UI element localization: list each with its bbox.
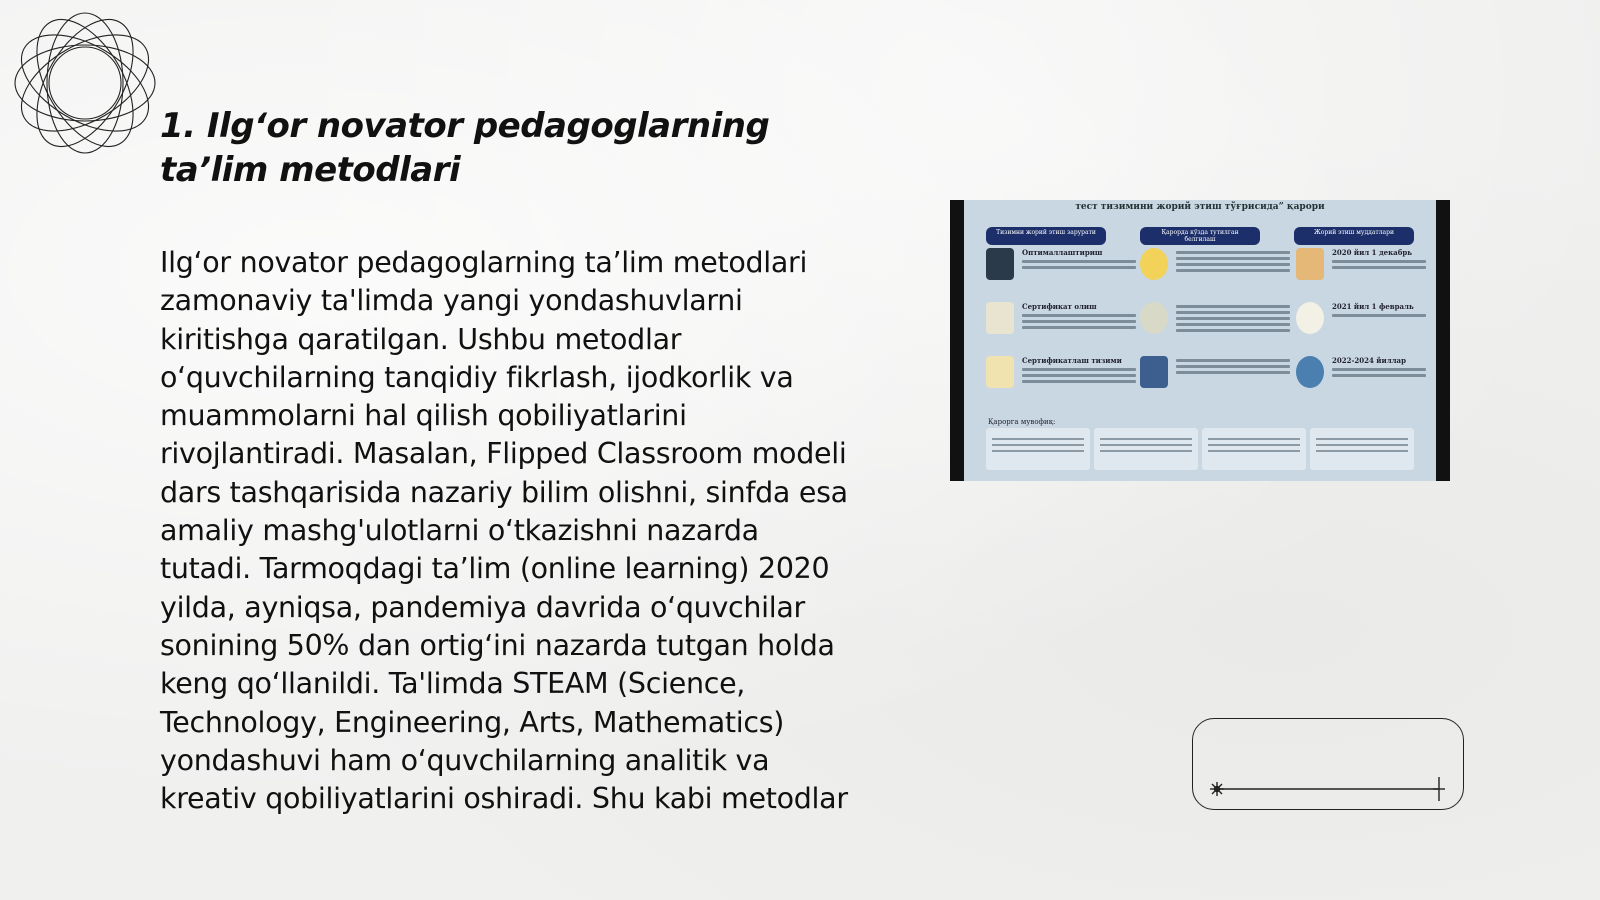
timeline-line xyxy=(1193,719,1465,811)
infographic-item-heading: Оптималлаштириш xyxy=(1022,248,1103,257)
infographic-item-heading: 2021 йил 1 февраль xyxy=(1332,302,1414,311)
infographic-item-heading: Сертификатлаш тизими xyxy=(1022,356,1122,365)
lightbulb-icon xyxy=(1140,248,1168,280)
infographic-left-column xyxy=(986,248,1136,410)
infographic-footer-label: Қарорга мувофиқ: xyxy=(988,418,1056,426)
infographic-tab: Жорий этиш муддатлари xyxy=(1294,227,1414,245)
infographic-middle-column xyxy=(1140,248,1290,410)
infographic-cards xyxy=(986,428,1414,470)
infographic-panel xyxy=(964,200,1436,481)
decorative-timeline-frame xyxy=(1192,718,1464,810)
infographic-item-heading: Сертификат олиш xyxy=(1022,302,1097,311)
infographic-card xyxy=(1202,428,1306,470)
infographic-card xyxy=(1094,428,1198,470)
infographic-item-heading: 2020 йил 1 декабрь xyxy=(1332,248,1413,257)
globe-icon xyxy=(1296,356,1324,388)
building-icon xyxy=(1140,356,1168,388)
graduate-icon xyxy=(986,248,1014,280)
infographic-right-column xyxy=(1296,248,1426,410)
flask-icon xyxy=(1296,302,1324,334)
slide-body-text: Ilg‘or novator pedagoglarning ta’lim metodlari zamonaviy ta'limda yangi yondashuvlarni kiritishga qaratilgan. Ushbu metodlar o‘quvchilarning tanqidiy fikrlash, ijodkorlik va muammolarni hal qilish qobiliyatlarini rivojlantiradi. Masalan, Flipped Classroom modeli dars tashqarisida nazariy bilim olishni, sinfda esa amaliy mashg'ulotlarni o‘tkazishni nazarda tutadi. Tarmoqdagi ta’lim (online learning) 2020 yilda, ayniqsa, pandemiya davrida o‘quvchilar sonining 50% dan ortig‘ini nazarda tutgan holda keng qo‘llanildi. Ta'limda STEAM (Science, Technology, Engineering, Arts, Mathematics) yondashuvi ham o‘quvchilarning analitik va kreativ qobiliyatlarini oshiradi. Shu kabi metodlar xyxy=(160,246,848,816)
infographic-item-heading: 2022-2024 йиллар xyxy=(1332,356,1406,365)
infographic-tabs xyxy=(986,227,1414,245)
document-icon xyxy=(986,356,1014,388)
handshake-icon xyxy=(1140,302,1168,334)
slide-title: 1. Ilg‘or novator pedagoglarning ta’lim metodlari xyxy=(160,106,770,190)
certificate-icon xyxy=(986,302,1014,334)
infographic-card xyxy=(1310,428,1414,470)
infographic-title: тест тизимини жорий этиш тўғрисида” қарори xyxy=(1075,202,1325,212)
infographic-tab: Қарорда кўзда тутилган белгилаш xyxy=(1140,227,1260,245)
orbital-rings-icon xyxy=(10,8,160,158)
sun-burst-icon xyxy=(1210,782,1224,796)
infographic-image xyxy=(950,200,1450,481)
book-icon xyxy=(1296,248,1324,280)
infographic-tab: Тизимни жорий этиш зарурати xyxy=(986,227,1106,245)
infographic-card xyxy=(986,428,1090,470)
sparkle-icon xyxy=(1433,777,1445,801)
